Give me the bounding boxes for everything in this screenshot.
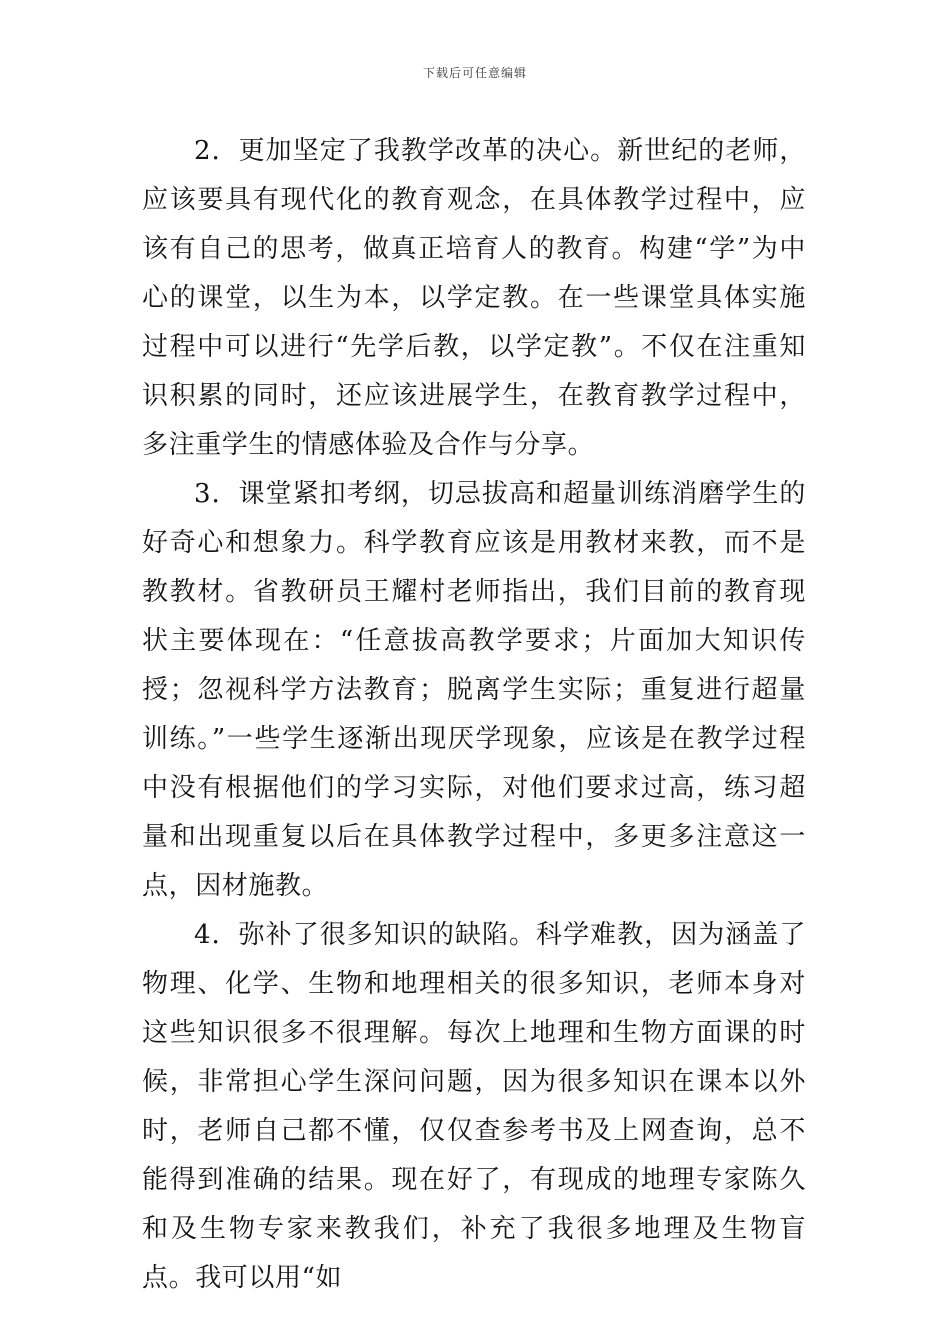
page-header-note: 下载后可任意编辑 <box>422 66 527 80</box>
document-body <box>142 127 806 1303</box>
paragraph-2: 2．更加坚定了我教学改革的决心。新世纪的老师，应该要具有现代化的教育观念，在具体教学过程中，应该有自己的思考，做真正培育人的教育。构建“学”为中心的课堂，以生为本，以学定教。在一些课堂具体实施过程中可以进行“先学后教，以学定教”。不仅在注重知识积累的同时，还应该进展学生，在教育教学过程中，多注重学生的情感体验及合作与分享。 <box>142 136 806 460</box>
paragraph-3: 3．课堂紧扣考纲，切忌拔高和超量训练消磨学生的好奇心和想象力。科学教育应该是用教材来教，而不是教教材。省教研员王耀村老师指出，我们目前的教育现状主要体现在：“任意拔高教学要求；片面加大知识传授；忽视科学方法教育；脱离学生实际；重复进行超量训练。”一些学生逐渐出现厌学现象，应该是在教学过程中没有根据他们的学习实际，对他们要求过高，练习超量和出现重复以后在具体教学过程中，多更多注意这一点，因材施教。 <box>142 479 806 901</box>
paragraph-4: 4．弥补了很多知识的缺陷。科学难教，因为涵盖了物理、化学、生物和地理相关的很多知识，老师本身对这些知识很多不很理解。每次上地理和生物方面课的时候，非常担心学生深问问题，因为很多知识在课本以外时，老师自己都不懂，仅仅查参考书及上网查询，总不能得到准确的结果。现在好了，有现成的地理专家陈久和及生物专家来教我们，补充了我很多地理及生物盲点。我可以用“如 <box>142 920 806 1293</box>
